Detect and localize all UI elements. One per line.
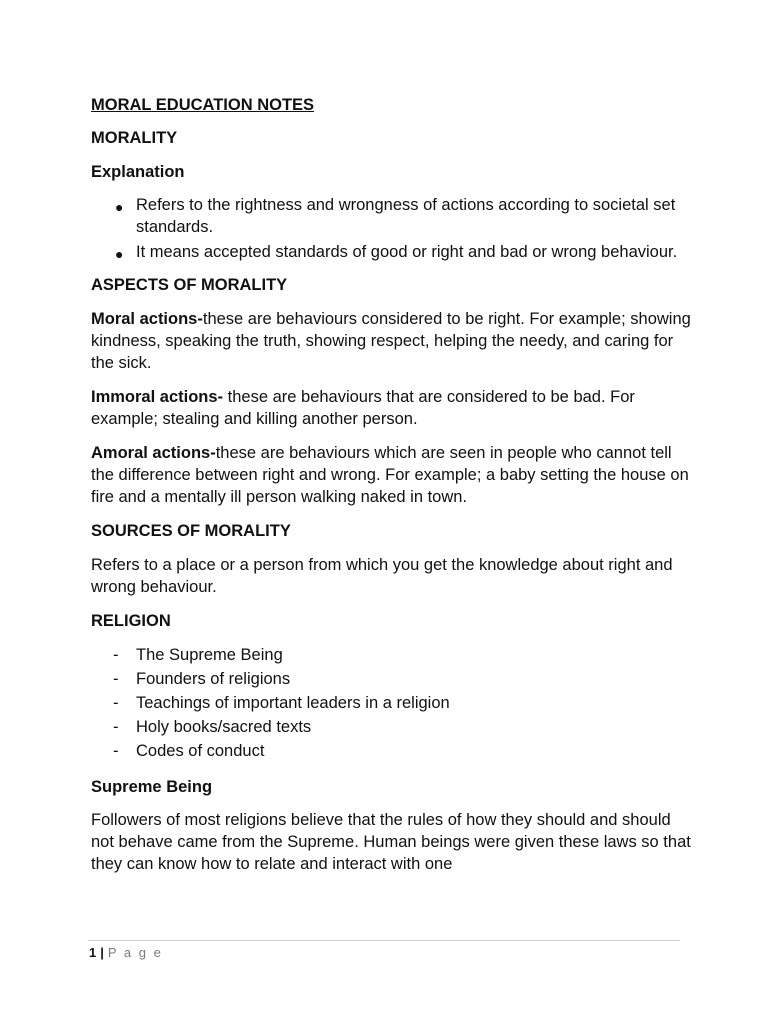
list-item [91,194,691,238]
explanation-list [91,194,691,263]
list-item [91,716,691,738]
immoral-actions-term: Immoral actions- [91,388,224,406]
dash-icon: - [113,670,119,688]
list-item [91,740,691,762]
aspects-heading: ASPECTS OF MORALITY [91,276,288,294]
bullet-icon: ● [115,246,124,262]
list-item [91,241,691,263]
list-item-text: Founders of religions [136,670,291,688]
list-item-text: Refers to the rightness and wrongness of actions according to societal set standards. [136,196,676,236]
page-footer [89,942,163,964]
amoral-actions-text: these are behaviours which are seen in people who cannot tell the difference between right and wrong. For example; a baby setting the house on fire and a mentally ill person walking naked in town. [91,444,689,506]
bullet-icon: ● [115,199,124,215]
list-item-text: Codes of conduct [136,742,265,760]
immoral-actions-paragraph [91,386,691,430]
moral-actions-paragraph [91,308,691,374]
list-item-text: Teachings of important leaders in a religion [136,694,450,712]
moral-actions-text: these are behaviours considered to be right. For example; showing kindness, speaking the truth, showing respect, helping the needy, and caring for the sick. [91,310,691,372]
dash-icon: - [113,694,119,712]
explanation-subheading: Explanation [91,163,185,181]
document-title: MORAL EDUCATION NOTES [91,96,315,114]
footer-separator: | [100,945,104,960]
supreme-being-heading: Supreme Being [91,778,213,796]
list-item-text: The Supreme Being [136,646,283,664]
list-item [91,644,691,666]
list-item-text: Holy books/sacred texts [136,718,312,736]
morality-heading: MORALITY [91,129,178,147]
dash-icon: - [113,646,119,664]
moral-actions-term: Moral actions- [91,310,203,328]
religion-list [91,644,691,762]
amoral-actions-term: Amoral actions- [91,444,216,462]
footer-divider [88,940,680,941]
page-label: P a g e [107,945,163,960]
sources-heading: SOURCES OF MORALITY [91,522,291,540]
list-item [91,692,691,714]
religion-heading: RELIGION [91,612,171,630]
amoral-actions-paragraph [91,442,691,508]
immoral-actions-text: these are behaviours that are considered to be bad. For example; stealing and killing another person. [91,388,635,428]
sources-paragraph: Refers to a place or a person from which you get the knowledge about right and wrong behaviour. [91,556,673,596]
supreme-being-paragraph: Followers of most religions believe that the rules of how they should and should not behave came from the Supreme. Human beings were given these laws so that they can know how to relate and interact with one [91,811,691,873]
dash-icon: - [113,742,119,760]
dash-icon: - [113,718,119,736]
list-item-text: It means accepted standards of good or right and bad or wrong behaviour. [136,243,678,261]
document-page [91,94,691,887]
list-item [91,668,691,690]
page-number: 1 [89,945,97,960]
